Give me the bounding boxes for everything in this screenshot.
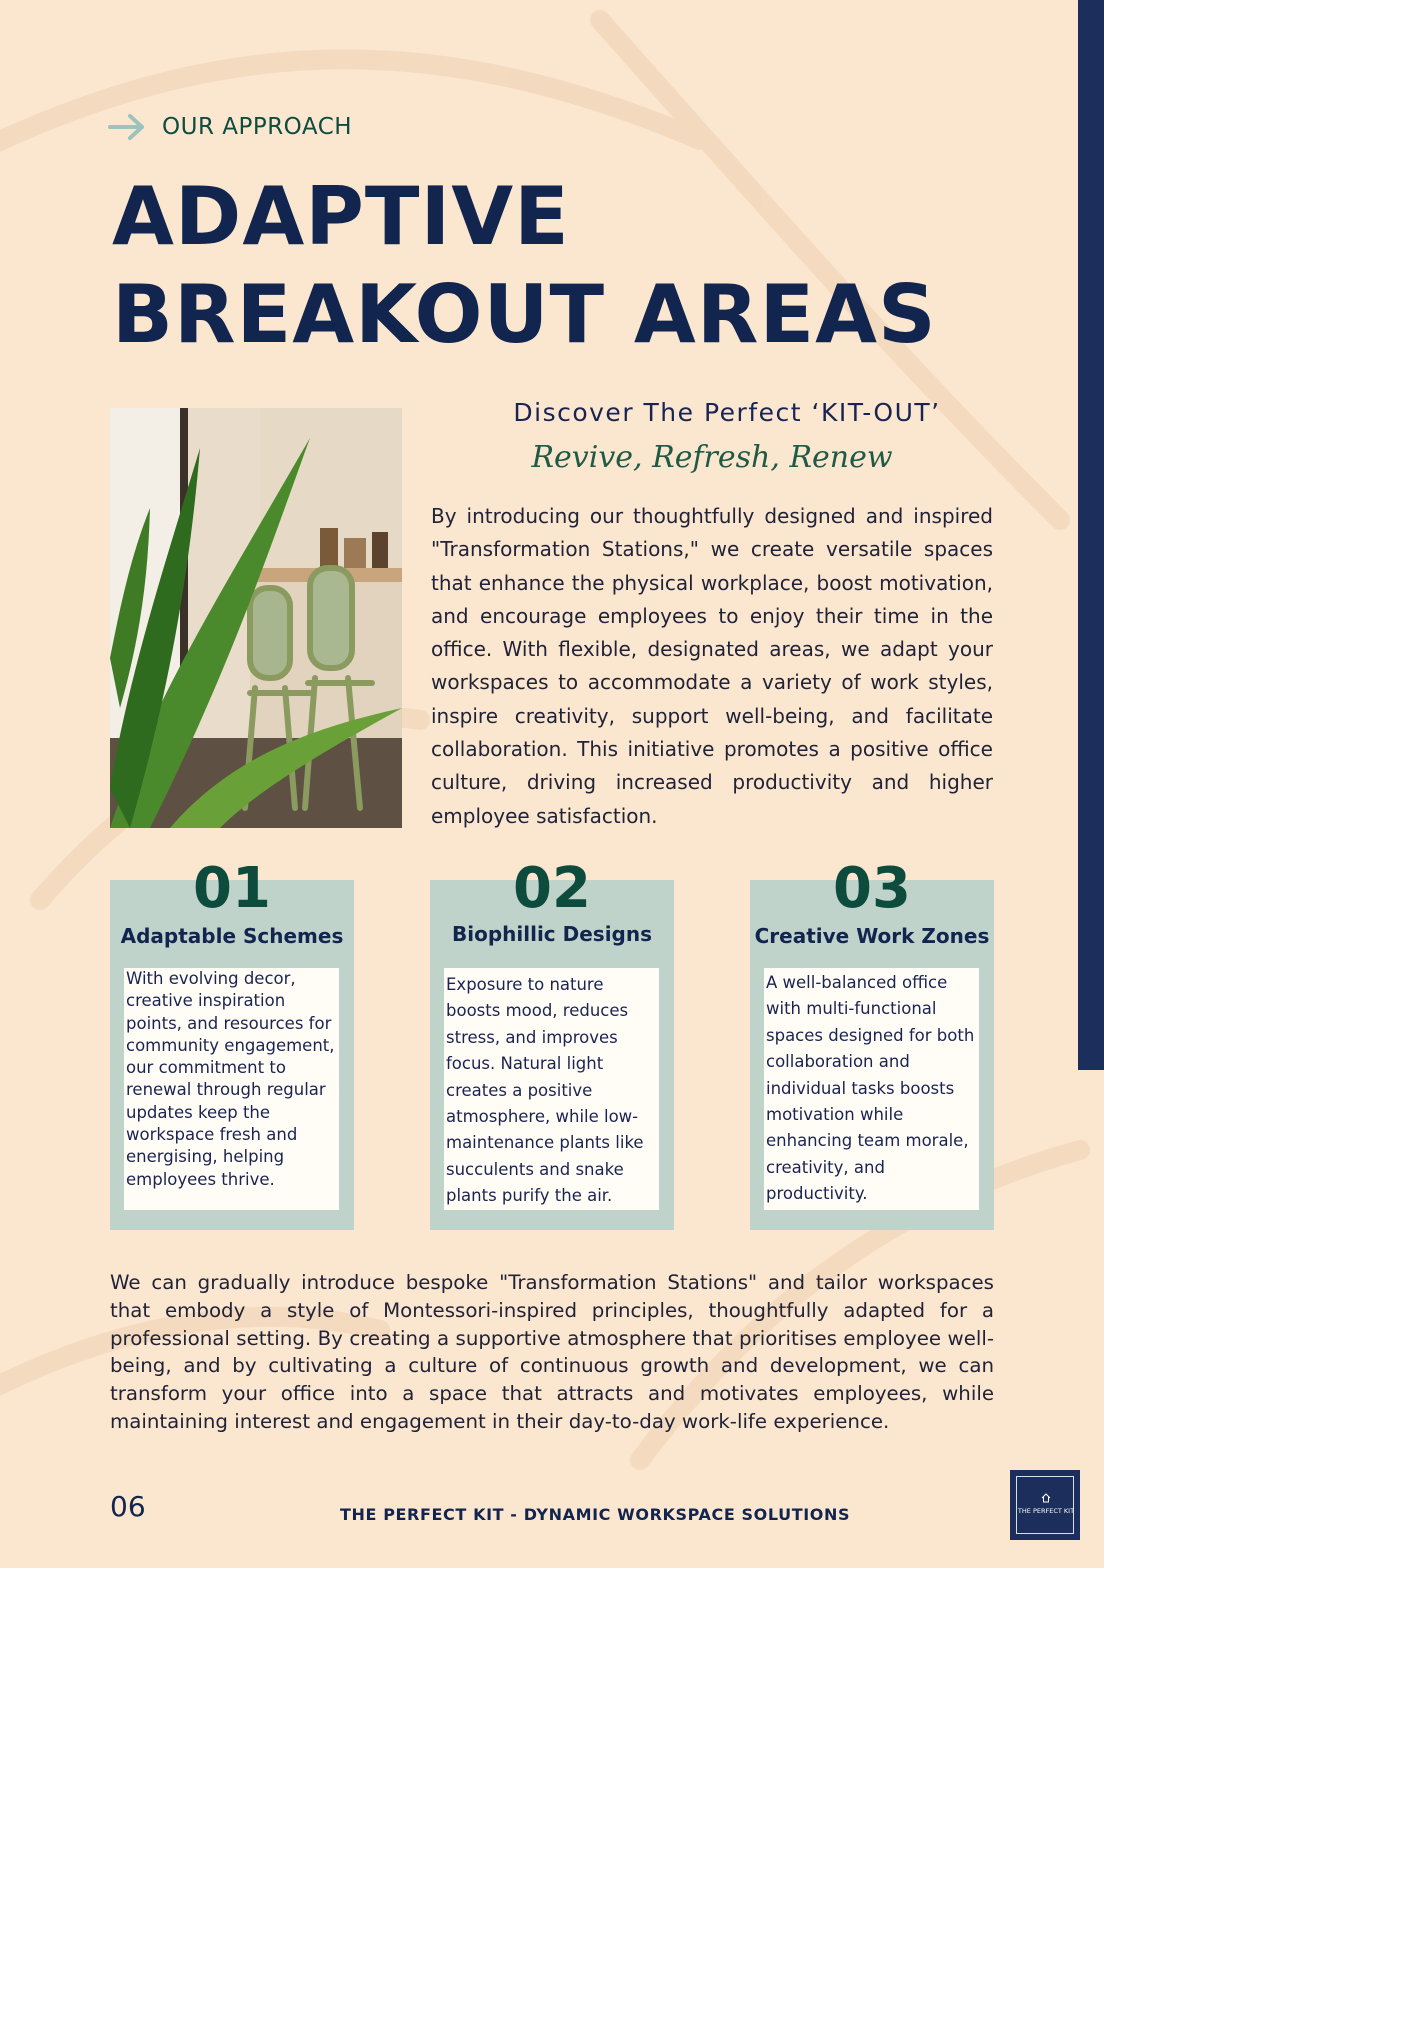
chairs-and-plant-illustration xyxy=(110,408,402,828)
feature-card-biophillic-designs xyxy=(430,856,674,1230)
right-accent-bar xyxy=(1078,0,1104,1070)
intro-tagline: Revive, Refresh, Renew xyxy=(531,440,893,475)
card-body: With evolving decor, creative inspiration points, and resources for community engagement, our commitment to renewal through regular updates keep the workspace fresh and energising, helping employees thrive. xyxy=(124,968,339,1210)
company-logo xyxy=(1010,1470,1080,1540)
feature-card-creative-work-zones xyxy=(750,856,994,1230)
title-line-1: ADAPTIVE xyxy=(112,170,570,263)
arrow-right-icon xyxy=(108,112,148,142)
page-title xyxy=(112,168,937,364)
section-eyebrow xyxy=(108,112,352,142)
card-body: A well-balanced office with multi-functional spaces designed for both collaboration and individual tasks boosts motivation while enhancing team morale, creativity, and productivity. xyxy=(764,968,979,1210)
card-title: Creative Work Zones xyxy=(754,924,990,948)
title-line-2: BREAKOUT AREAS xyxy=(112,268,937,361)
page-number: 06 xyxy=(110,1490,146,1523)
card-title: Biophillic Designs xyxy=(451,922,653,946)
card-number: 01 xyxy=(193,856,271,921)
card-body: Exposure to nature boosts mood, reduces stress, and improves focus. Natural light creates a positive atmosphere, while low-maintenance plants like succulents and snake plants purify the air. xyxy=(444,968,659,1210)
card-number: 03 xyxy=(833,856,911,921)
logo-text: THE PERFECT KIT xyxy=(1017,1507,1075,1515)
intro-paragraph: By introducing our thoughtfully designed and inspired "Transformation Stations," we create versatile spaces that enhance the physical workplace, boost motivation, and encourage employees to enjoy their time in the office. With flexible, designated areas, we adapt your workspaces to accommodate a variety of work styles, inspire creativity, support well-being, and facilitate collaboration. This initiative promotes a positive office culture, driving increased productivity and higher employee satisfaction. xyxy=(431,504,993,828)
house-icon xyxy=(1041,1493,1051,1503)
feature-card-adaptable-schemes xyxy=(110,856,354,1230)
eyebrow-label: OUR APPROACH xyxy=(162,114,353,140)
closing-paragraph: We can gradually introduce bespoke "Transformation Stations" and tailor workspaces that embody a style of Montessori-inspired principles, thoughtfully adapted for a professional setting. By creating a supportive atmosphere that prioritises employee well-being, and by cultivating a culture of continuous growth and development, we can transform your office into a space that attracts and motivates employees, while maintaining interest and engagement in their day-to-day work-life experience. xyxy=(110,1271,994,1433)
card-title: Adaptable Schemes xyxy=(120,924,344,948)
card-number: 02 xyxy=(513,856,591,921)
intro-heading: Discover The Perfect ‘KIT-OUT’ xyxy=(513,398,941,427)
breakout-area-photo xyxy=(110,408,402,828)
footer-tagline: THE PERFECT KIT - DYNAMIC WORKSPACE SOLUTIONS xyxy=(340,1505,851,1524)
